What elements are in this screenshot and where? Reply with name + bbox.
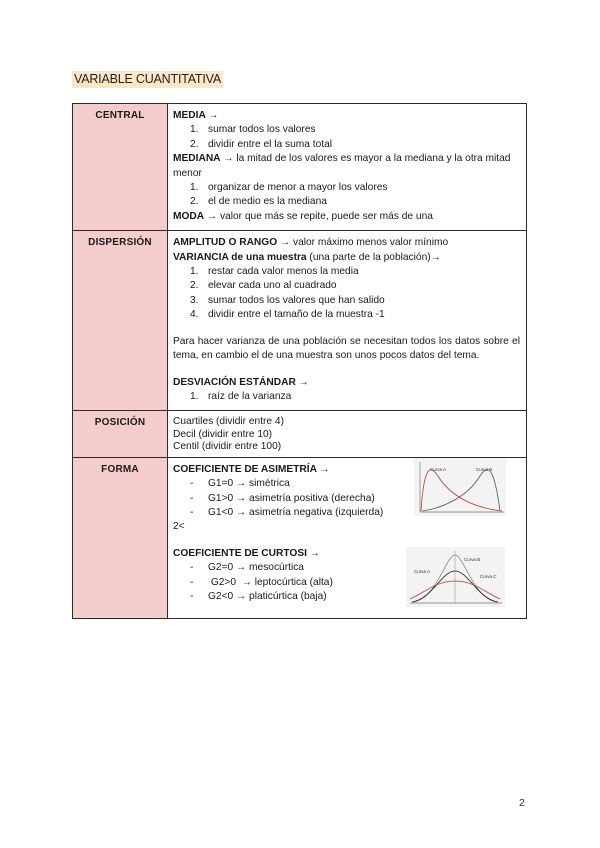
- posicion-content: [168, 411, 527, 458]
- dispersion-content: [168, 231, 527, 411]
- row-label-central: CENTRAL: [73, 104, 168, 231]
- row-label-posicion: POSICIÓN: [73, 411, 168, 458]
- list-item: - G1=0 → simétrica: [190, 478, 290, 490]
- list-item: - G1<0 → asimetría negativa (izquierda): [190, 507, 384, 519]
- mediana-desc: → la mitad de los valores es mayor a la mediana y la otra mitad menor: [173, 153, 511, 179]
- kurtosis-curves: [406, 547, 505, 607]
- mediana-steps: [173, 181, 520, 210]
- posicion-line-decil: Decil (dividir entre 10): [173, 428, 273, 440]
- list-item: 1. organizar de menor a mayor los valores: [190, 182, 388, 194]
- list-item: - G2<0 → platicúrtica (baja): [190, 591, 327, 603]
- row-label-dispersion: DISPERSIÓN: [73, 231, 168, 411]
- row-forma: [73, 457, 527, 619]
- list-item: - G1>0 → asimetría positiva (derecha): [190, 492, 375, 504]
- desviacion-title: DESVIACIÓN ESTÁNDAR →: [173, 376, 309, 388]
- moda-line: [173, 210, 520, 224]
- varianza-desc: (una parte de la población)→: [306, 251, 441, 263]
- amplitud-line: [173, 236, 520, 250]
- varianza-title: VARIANCIA de una muestra: [173, 251, 307, 263]
- list-item: - G2=0 → mesocúrtica: [190, 562, 304, 574]
- kurt-label-b: Curva B: [464, 556, 481, 562]
- forma-wrap: [173, 463, 520, 605]
- page-number: 2: [519, 797, 525, 809]
- asimetria-title: COEFICIENTE DE ASIMETRÍA →: [173, 463, 330, 475]
- varianza-note: Para hacer varianza de una población se necesitan todos los datos sobre el tema, en cambio el de una muestra son unos pocos datos del tema.: [173, 335, 520, 362]
- asymmetry-curves: [414, 458, 506, 516]
- list-item: 4. dividir entre el tamaño de la muestra -1: [190, 309, 385, 321]
- list-item: 2. dividir entre el la suma total: [190, 138, 333, 150]
- summary-table: [72, 103, 527, 619]
- row-posicion: [73, 411, 527, 458]
- central-content: [168, 104, 527, 231]
- kurt-label-c: Curva C: [480, 573, 497, 579]
- page-title: VARIABLE CUANTITATIVA: [74, 72, 221, 86]
- moda-desc: → valor que más se repite, puede ser más de una: [204, 210, 433, 222]
- asym-label-b: Curva B: [476, 466, 493, 472]
- list-item: 3. sumar todos los valores que han salido: [190, 294, 385, 306]
- varianza-line: [173, 251, 520, 265]
- list-item: 1. raíz de la varianza: [190, 390, 292, 402]
- media-title: MEDIA →: [173, 110, 219, 121]
- moda-title: MODA: [173, 210, 205, 222]
- varianza-steps: [173, 265, 520, 323]
- row-label-forma: FORMA: [73, 457, 168, 619]
- amplitud-title: AMPLITUD O RANGO: [173, 237, 278, 249]
- row-central: [73, 104, 527, 231]
- forma-content: [168, 457, 527, 619]
- list-item: 2. elevar cada uno al cuadrado: [190, 280, 337, 292]
- desviacion-steps: [173, 390, 520, 404]
- list-item: 1. restar cada valor menos la media: [190, 266, 359, 278]
- row-dispersion: [73, 231, 527, 411]
- list-item: - G2>0 → leptocúrtica (alta): [190, 576, 333, 588]
- media-steps: [173, 123, 520, 152]
- posicion-line-cuartiles: Cuartiles (dividir entre 4): [173, 416, 284, 428]
- asymmetry-figure: [414, 458, 506, 516]
- mediana-line: [173, 152, 520, 181]
- asym-label-a: Curva A: [430, 466, 447, 472]
- list-item: 1. sumar todos los valores: [190, 124, 316, 136]
- extra-text: 2<: [173, 521, 185, 533]
- kurt-label-a: Curva A: [414, 568, 431, 574]
- kurtosis-figure: [406, 547, 505, 607]
- posicion-line-centil: Centil (dividir entre 100): [173, 441, 282, 453]
- amplitud-desc: → valor máximo menos valor mínimo: [277, 237, 449, 249]
- mediana-title: MEDIANA: [173, 153, 221, 165]
- list-item: 2. el de medio es la mediana: [190, 196, 327, 208]
- curtosis-title: COEFICIENTE DE CURTOSI →: [173, 547, 320, 559]
